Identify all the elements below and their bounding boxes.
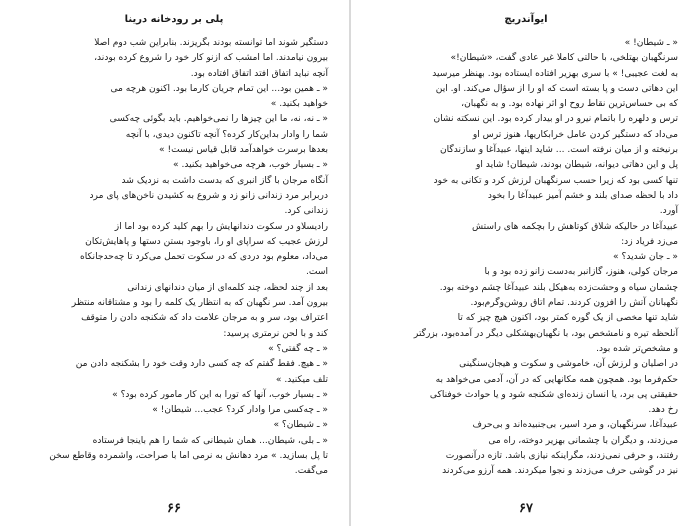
page-number: ۶۶ [167, 500, 181, 515]
right-page [352, 0, 700, 526]
running-head-author: ایوآندریچ [504, 14, 548, 25]
running-head-title: پلی بر رودخانه درینا [124, 14, 224, 25]
gutter [349, 0, 351, 526]
left-page [0, 0, 348, 526]
page-text: « ـ شیطان! » سرنگهبان بهتلخی، با حالتی کاملا غیر عادی گفت، «شیطان!» به لغت عجیبی! » با سری بهزیر افتاده ایستاده بود. بهنظر میرسید این دهاتی دست و پا بسته است که او را از سؤال می‌کند. او. این که بی حساس‌ترین نقاط روح او اثر نهاده بود. و به نگهبان، ترس و دلهره را باتمام نیرو در او بیدار کرده بود. این نسکته نشان می‌داد که دستگیر کردن عامل خرابکاریها، هنوز ترس او برنیخته و از میان نرفته است. ... شاید اینها، عبید‌آغا و سازندگان پل و این دهاتی دیوانه، شیطان بودند، شیطان! شاید او تنها کسی بود که زیرا حسب سرنگهبان لرزش کرد و تکانی به خود داد با لحظه صدای بلند و خشم آمیز عبیدآغا را بخود آورد. عبیدآغا در حالیکه شلاق کوتاهش را بچکمه های راستش می‌زد فریاد زد: « ـ جان شدید؟ » مرجان کولی، هنوز، گازانبر به‌دست زانو زده بود و با چشمان سیاه و وحشت‌زده به‌هیکل بلند عبیدآغا چشم دوخته بود. نگهبانان آتش را افزون کردند. تمام اتاق روشن‌وگرم‌بود. شاید تنها مخصی از یک گوره کمتر بود، اکنون هیچ چیز که تا آنلحظه تیره و نامشخص بود، با نگهبان‌بهشکلی دیگر در آمده‌بود، بزرگتر و مشخص‌تر شده بود. در اصلیان و لرزش آن، خاموشی و سکوت و هیجان‌سنگینی حکم‌فرما بود. همچون همه مکانهایی که در آن، آدمی می‌خواهد به حقیقتی پی برد، یا انسان زنده‌ای شکنجه شود و یا حوادث خوفناکی رخ دهد. عبیدآغا، سرنگهبان، و مرد اسیر، بی‌جنبیده‌اند و بی‌حرف می‌زدند، و دیگران با چشمانی بهزیر دوخته، راه می‌ رفتند، و حرفی نمی‌زدند، مگراینکه نیازی باشد. تازه درآنصورت نیز در گوشی حرف می‌زدند و نجوا میکردند. همه آرزو می‌کردند [413, 38, 678, 477]
page-number: ۶۷ [519, 500, 533, 515]
page-text: دستگیر شوند اما توانسته بودند بگریزند. بنابراین شب دوم اصلا بیرون نیامدند. اما امشب که ازنو کار خود را شروع کرده بودند، آنچه نباید اتفاق افتد اتفاق افتاده بود. « ـ همین بود... این تمام جریان کارما بود. اکنون هرچه می‌ خواهید بکنید. » « ـ نه، نه، ما این چیزها را نمی‌خواهیم. باید بگوئی چه‌کسی شما را وادار بداین‌کار کرده؟ آنچه تاکنون دیدی، با آنچه بعدها برسرت خواهد‌آمد قابل قیاس نیست! » « ـ بسیار خوب، هرچه می‌خواهید بکنید. » آنگاه مرجان با گاز انبری که بدست داشت به نزدیک شد دربرابر مرد زندانی زانو زد و شروع به کشیدن ناخن‌های پای مرد زندانی کرد. رادیسلاو در سکوت دندانهایش را بهم کلید کرده بود اما از لرزش عجیب که سراپای او را، با‌وجود بستن دستها و پاهایش‌تکان می‌داد، معلوم بود دردی که در سکوت تحمل می‌کرد تا چه‌حد‌جانکاه است. بعد از چند لحظه، چند کلمه‌ای از میان دندانهای زندانی بیرون آمد. سر نگهبان که به انتظار یک کلمه را بود و مشتاقانه منتظر اعتراف بود، سر و به مرجان علامت داد که شکنجه دادن را متوقف کند و با لحن نرمتری پرسید: « ـ چه گفتی؟ » « ـ هیچ. فقط گفتم که چه کسی دارد وقت خود را بشکنجه دادن من تلف میکنید. » « ـ بسیار خوب، آنها که تورا به این کار مامور کرده بود؟ » « ـ چه‌کسی مرا وادار کرد؟ عجب... شیطان! » « ـ شیطان؟ » « ـ بلی، شیطان... همان شیطانی که شما را هم باینجا فرستاده تا پل بسازید. » مرد دهانش به نرمی اما با صراحت، واشمرده وقاطع سخن می‌گفت. [49, 38, 328, 477]
